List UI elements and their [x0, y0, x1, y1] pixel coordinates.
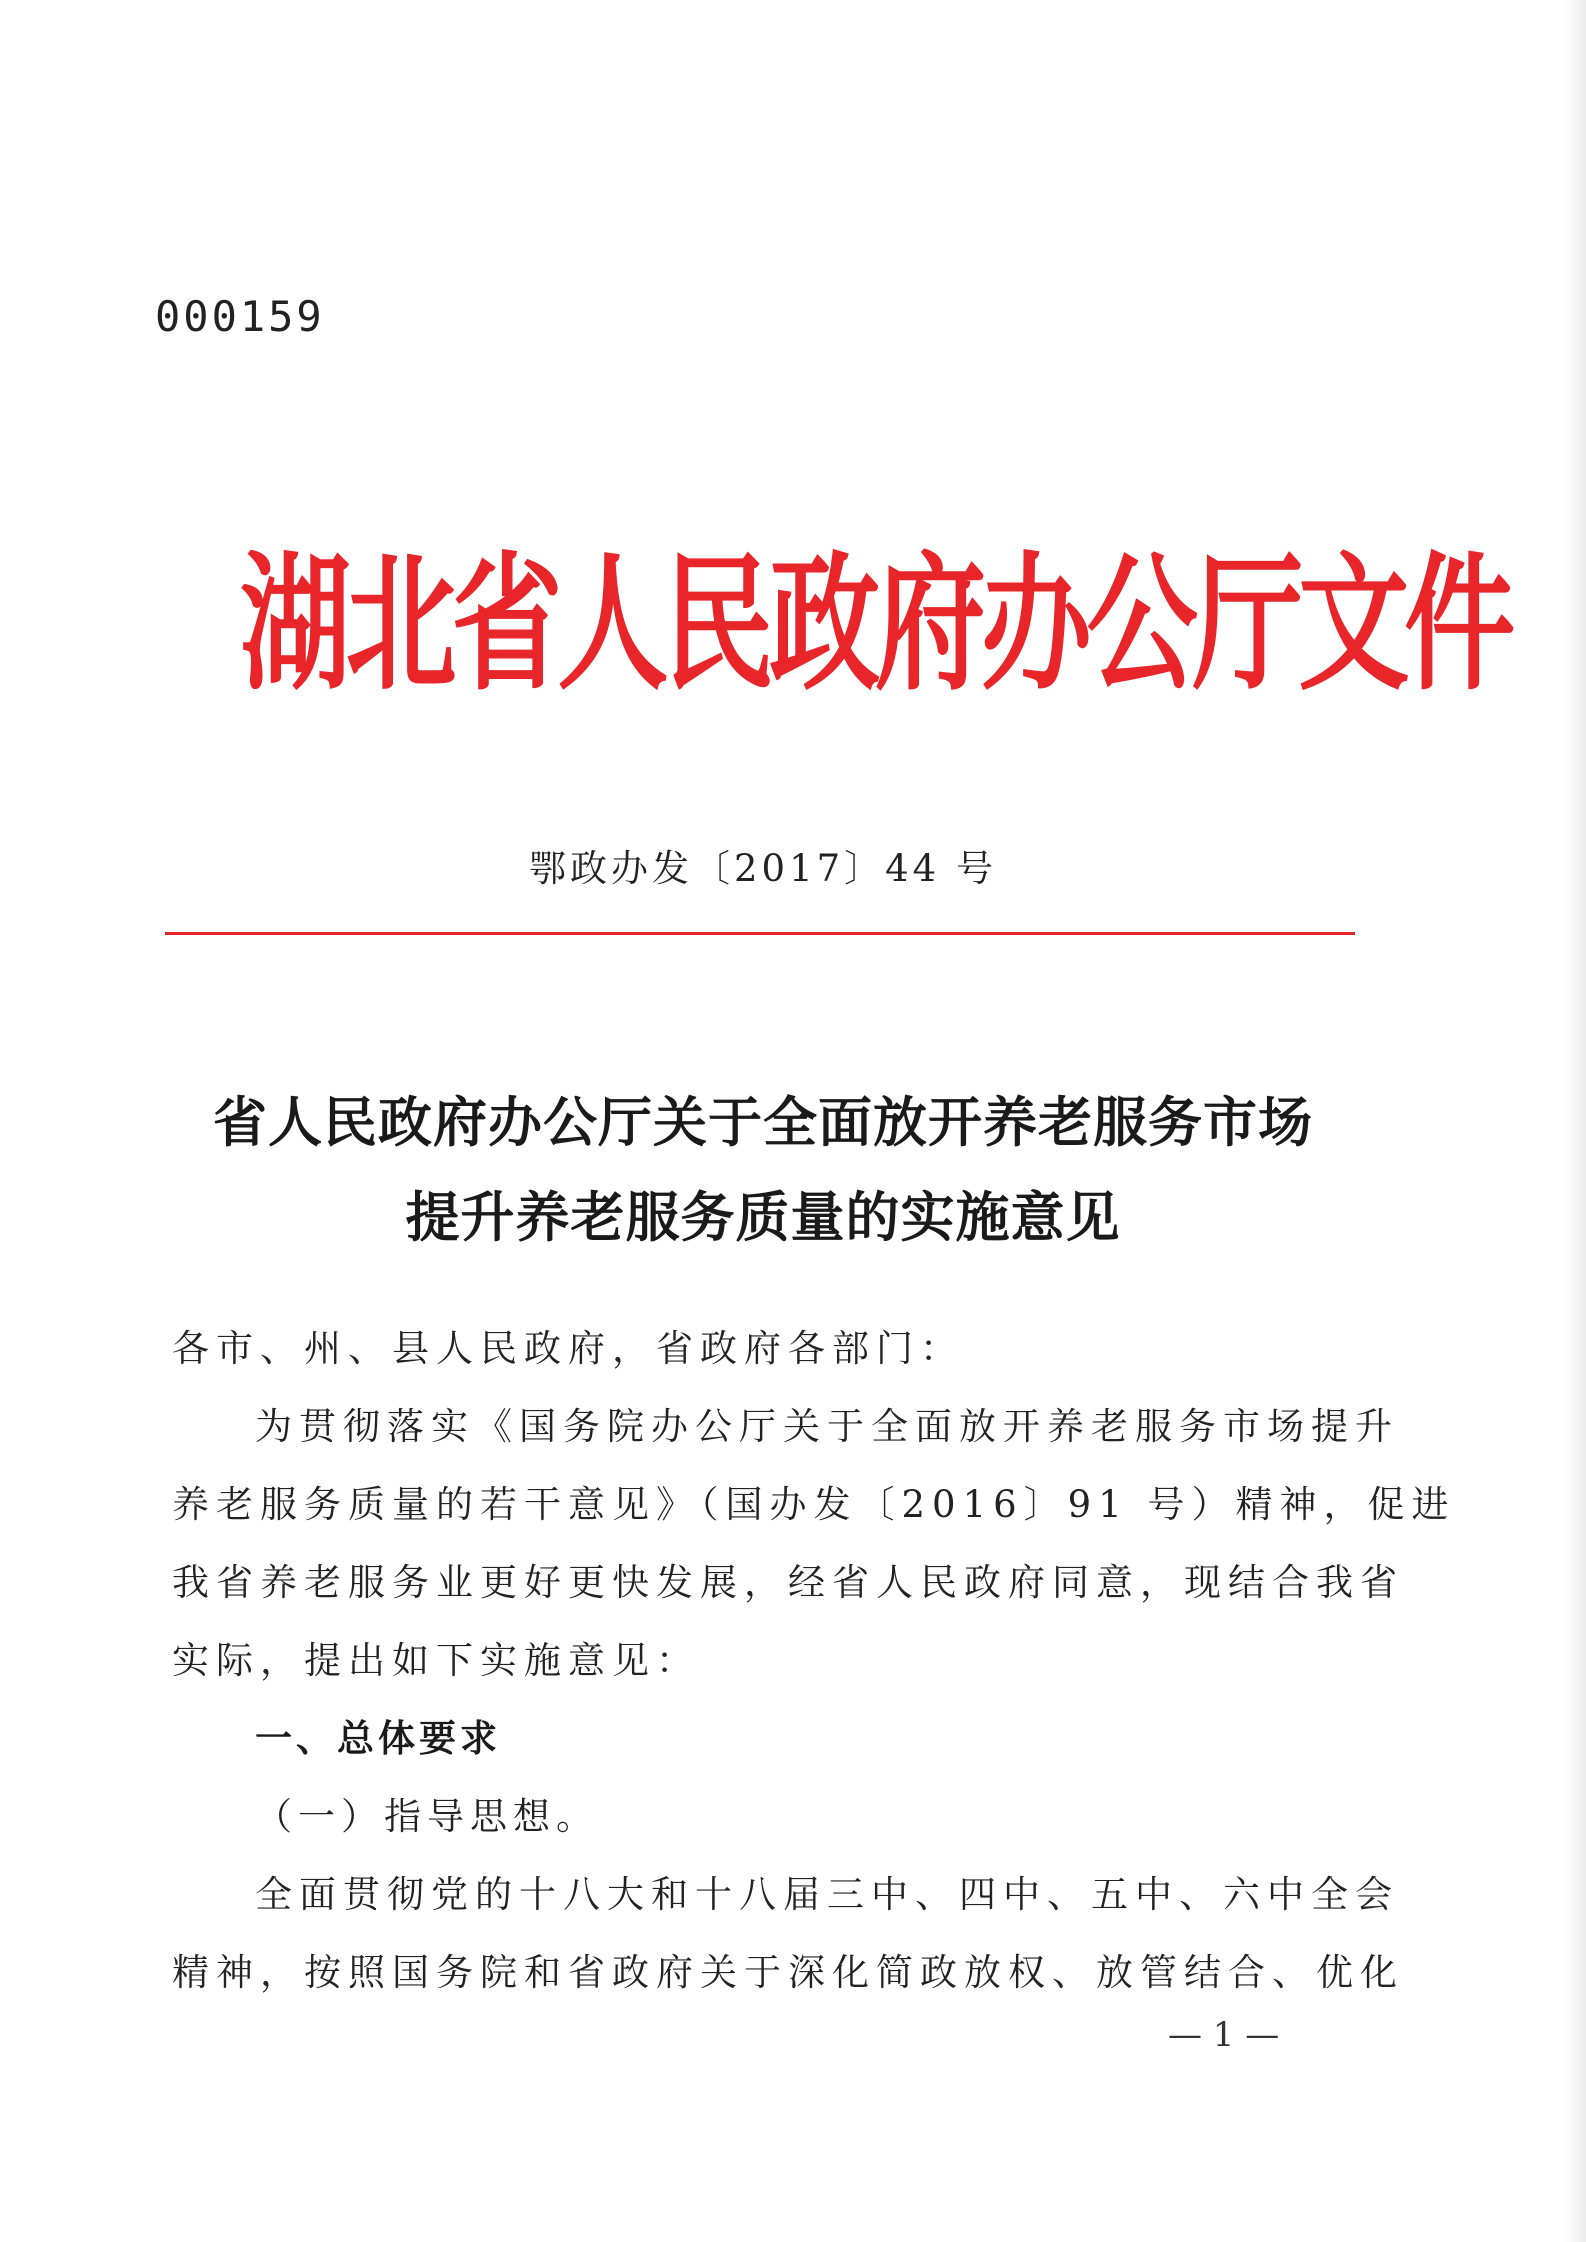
document-serial-number: 000159	[155, 292, 325, 341]
subsection-heading-1: （一）指导思想。	[255, 1795, 599, 1838]
document-code: 鄂政办发〔2017〕44 号	[528, 847, 997, 890]
intro-line-4: 实际，提出如下实施意见：	[172, 1639, 700, 1682]
section-heading-1: 一、总体要求	[255, 1717, 501, 1760]
guideline-line-2: 精神，按照国务院和省政府关于深化简政放权、放管结合、优化	[172, 1951, 1404, 1994]
guideline-line-1: 全面贯彻党的十八大和十八届三中、四中、五中、六中全会	[255, 1873, 1399, 1916]
document-title-line-2: 提升养老服务质量的实施意见	[405, 1186, 1121, 1249]
letterhead-title: 湖北省人民政府办公厅文件	[240, 538, 1511, 712]
salutation: 各市、州、县人民政府，省政府各部门：	[172, 1327, 964, 1370]
scan-edge	[1564, 0, 1586, 2242]
red-divider-line	[165, 932, 1355, 935]
page-number: — 1 —	[1168, 2015, 1280, 2055]
document-title-line-1: 省人民政府办公厅关于全面放开养老服务市场	[213, 1091, 1313, 1154]
intro-line-3: 我省养老服务业更好更快发展，经省人民政府同意，现结合我省	[172, 1561, 1404, 1604]
intro-line-2: 养老服务质量的若干意见》（国办发〔2016〕91 号）精神，促进	[172, 1483, 1456, 1526]
intro-line-1: 为贯彻落实《国务院办公厅关于全面放开养老服务市场提升	[255, 1405, 1399, 1448]
